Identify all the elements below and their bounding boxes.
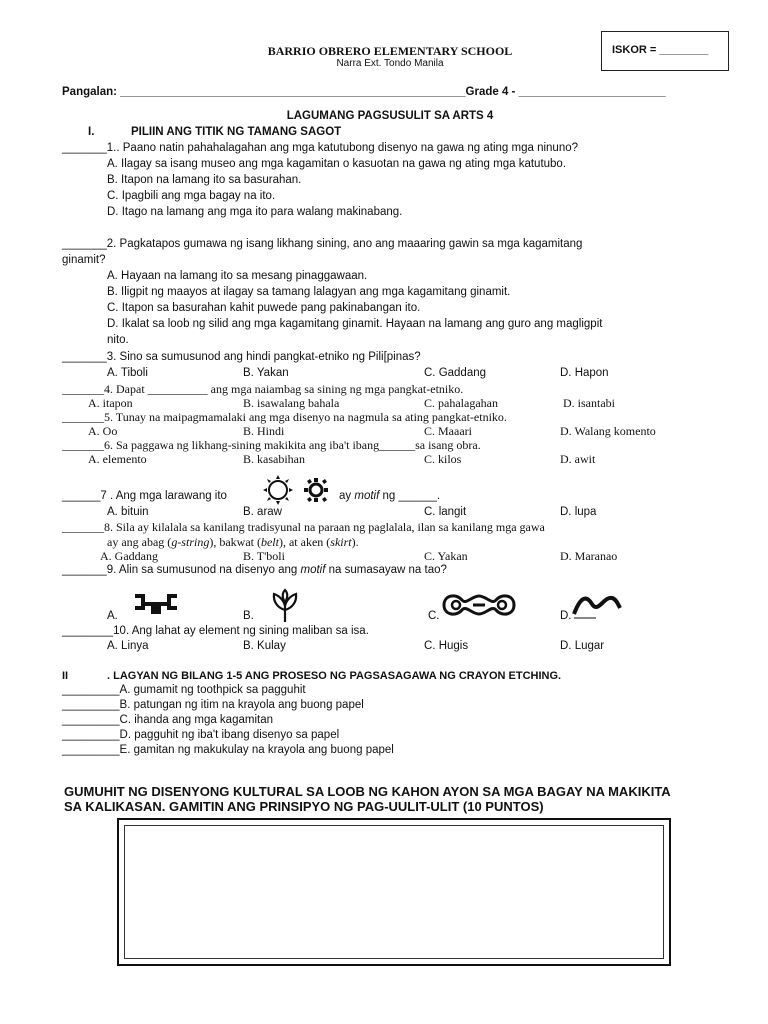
- q8-belt: belt: [260, 535, 279, 549]
- part2-number: II: [62, 670, 69, 682]
- sun-motif-icon: [263, 475, 293, 505]
- q4-option-b: B. isawalang bahala: [243, 396, 340, 410]
- q7-stem-mid: ay: [339, 490, 352, 502]
- q2-option-b: B. Iligpit ng maayos at ilagay sa tamang lalagyan ang mga kagamitang ginamit.: [107, 286, 511, 298]
- drawing-task-line2: SA KALIKASAN. GAMITIN ANG PRINSIPYO NG PAG-UULIT-ULIT (10 PUNTOS): [64, 799, 544, 814]
- q7-option-b: B. araw: [243, 506, 282, 518]
- q1-option-a: A. Ilagay sa isang museo ang mga kagamitan o kasuotan na gawa ng ating mga katutubo.: [107, 158, 567, 170]
- q7-motif: motif: [354, 490, 380, 502]
- q2-option-d: D. Ikalat sa loob ng silid ang mga kagamitang ginamit. Hayaan na lamang ang guro ang magligpit: [107, 318, 603, 330]
- q5-option-c: C. Maaari: [424, 424, 472, 438]
- q8-skirt: skirt: [330, 535, 352, 549]
- q10-option-b: B. Kulay: [243, 640, 286, 652]
- q4-option-c: C. pahalagahan: [424, 396, 498, 410]
- q6-option-d: D. awit: [560, 452, 596, 466]
- part2-item: _________D. pagguhit ng iba't ibang disenyo sa papel: [62, 729, 340, 741]
- q5-option-d: D. Walang komento: [560, 424, 656, 438]
- q10-option-a: A. Linya: [107, 640, 149, 652]
- q3-option-a: A. Tiboli: [107, 367, 148, 379]
- q2-stem-cont: ginamit?: [62, 254, 106, 266]
- name-grade-line: Pangalan: ______________________________________________________Grade 4 - _______________________: [62, 86, 666, 98]
- q8-text-4: ).: [351, 535, 359, 549]
- q8-option-a: A. Gaddang: [100, 549, 158, 563]
- q9-stem-post: na sumasayaw na tao?: [328, 564, 447, 576]
- q3-option-c: C. Gaddang: [424, 367, 487, 379]
- q8-option-c: C. Yakan: [424, 549, 468, 563]
- wave-line-motif-icon: [572, 590, 622, 620]
- q8-text-1: ay ang abag (: [107, 535, 172, 549]
- drawing-task-line1: GUMUHIT NG DISENYONG KULTURAL SA LOOB NG KAHON AYON SA MGA BAGAY NA MAKIKITA: [64, 784, 671, 799]
- q2-option-d-cont: nito.: [107, 334, 129, 346]
- q3-option-b: B. Yakan: [243, 367, 289, 379]
- q8-stem: _______8. Sila ay kilalala sa kanilang tradisyunal na paraan ng paglalala, ilan sa kanilang mga gawa: [62, 520, 545, 534]
- q9-stem-pre: _______9. Alin sa sumusunod na disenyo ang: [62, 564, 298, 576]
- q7-stem-post: ng ______.: [382, 490, 441, 502]
- q7-stem-rest: [339, 490, 440, 502]
- q7-option-d: D. lupa: [560, 506, 597, 518]
- q10-option-d: D. Lugar: [560, 640, 605, 652]
- school-name: BARRIO OBRERO ELEMENTARY SCHOOL: [267, 44, 513, 58]
- q5-option-b: B. Hindi: [243, 424, 285, 438]
- q7-stem: [62, 490, 227, 502]
- q9-option-a: A.: [107, 610, 118, 622]
- q9-option-c: C.: [428, 610, 440, 622]
- q9-stem: [62, 564, 447, 576]
- q3-stem: _______3. Sino sa sumusunod ang hindi pangkat-etniko ng Pili[pinas?: [62, 351, 421, 363]
- q1-option-b: B. Itapon na lamang ito sa basurahan.: [107, 174, 302, 186]
- q1-option-c: C. Ipagbili ang mga bagay na ito.: [107, 190, 276, 202]
- leaf-plant-motif-icon: [268, 588, 302, 624]
- drawing-box[interactable]: [117, 818, 671, 966]
- q8-gstring: g-string: [171, 535, 210, 549]
- gear-motif-icon: [304, 478, 328, 502]
- q7-stem-pre: ______7 . Ang mga larawang ito: [62, 490, 227, 502]
- part2-item: _________B. patungan ng itim na krayola ang buong papel: [62, 699, 364, 711]
- q4-stem: _______4. Dapat __________ ang mga naiambag sa sining ng mga pangkat-etniko.: [62, 382, 464, 396]
- scroll-motif-icon: [440, 588, 518, 622]
- q8-text-2: ), bakwat (: [209, 535, 261, 549]
- q10-option-c: C. Hugis: [424, 640, 469, 652]
- q6-stem: _______6. Sa paggawa ng likhang-sining makikita ang iba't ibang______sa isang obra.: [62, 438, 481, 452]
- q9-option-d: D.: [560, 610, 572, 622]
- q8-option-b: B. T'boli: [243, 549, 285, 563]
- part2-item: _________C. ihanda ang mga kagamitan: [62, 714, 273, 726]
- q5-stem: _______5. Tunay na maipagmamalaki ang mga disenyo na nagmula sa ating pangkat-etniko.: [62, 410, 507, 424]
- q6-option-a: A. elemento: [88, 452, 147, 466]
- dancing-figure-motif-icon: [133, 590, 179, 620]
- q10-stem: ________10. Ang lahat ay element ng sining maliban sa isa.: [62, 625, 369, 637]
- school-address: Narra Ext. Tondo Manila: [336, 58, 444, 69]
- part1-title: PILIIN ANG TITIK NG TAMANG SAGOT: [131, 126, 342, 138]
- q3-option-d: D. Hapon: [560, 367, 609, 379]
- part2-title: . LAGYAN NG BILANG 1-5 ANG PROSESO NG PAGSASAGAWA NG CRAYON ETCHING.: [107, 670, 562, 682]
- score-label: ISKOR = ________: [612, 44, 709, 56]
- q9-motif: motif: [300, 564, 326, 576]
- q6-option-b: B. kasabihan: [243, 452, 305, 466]
- q1-stem: _______1.. Paano natin pahahalagahan ang mga katutubong disenyo na gawa ng ating mga ninuno?: [62, 142, 579, 154]
- part2-item: _________A. gumamit ng toothpick sa pagguhit: [62, 684, 306, 696]
- q7-option-a: A. bituin: [107, 506, 149, 518]
- q6-option-c: C. kilos: [424, 452, 462, 466]
- q7-sun-motif-image: [258, 472, 338, 508]
- q2-stem: _______2. Pagkatapos gumawa ng isang likhang sining, ano ang maaaring gawin sa mga kagamitang: [62, 238, 583, 250]
- q5-option-a: A. Oo: [88, 424, 118, 438]
- q8-stem-cont: [107, 535, 359, 550]
- q2-option-c: C. Itapon sa basurahan kahit puwede pang pakinabangan ito.: [107, 302, 421, 314]
- q1-option-d: D. Itago na lamang ang mga ito para walang makinabang.: [107, 206, 403, 218]
- q8-text-3: ), at aken (: [278, 535, 331, 549]
- q7-option-c: C. langit: [424, 506, 467, 518]
- score-box: [601, 31, 729, 71]
- exam-title: LAGUMANG PAGSUSULIT SA ARTS 4: [286, 110, 494, 122]
- q4-option-a: A. itapon: [88, 396, 133, 410]
- q9-option-b: B.: [243, 610, 254, 622]
- q2-option-a: A. Hayaan na lamang ito sa mesang pinaggawaan.: [107, 270, 368, 282]
- q8-option-d: D. Maranao: [560, 549, 618, 563]
- q4-option-d: D. isantabi: [563, 396, 615, 410]
- part1-number: I.: [88, 126, 95, 138]
- drawing-box-inner: [124, 825, 664, 959]
- part2-item: _________E. gamitan ng makukulay na krayola ang buong papel: [62, 744, 394, 756]
